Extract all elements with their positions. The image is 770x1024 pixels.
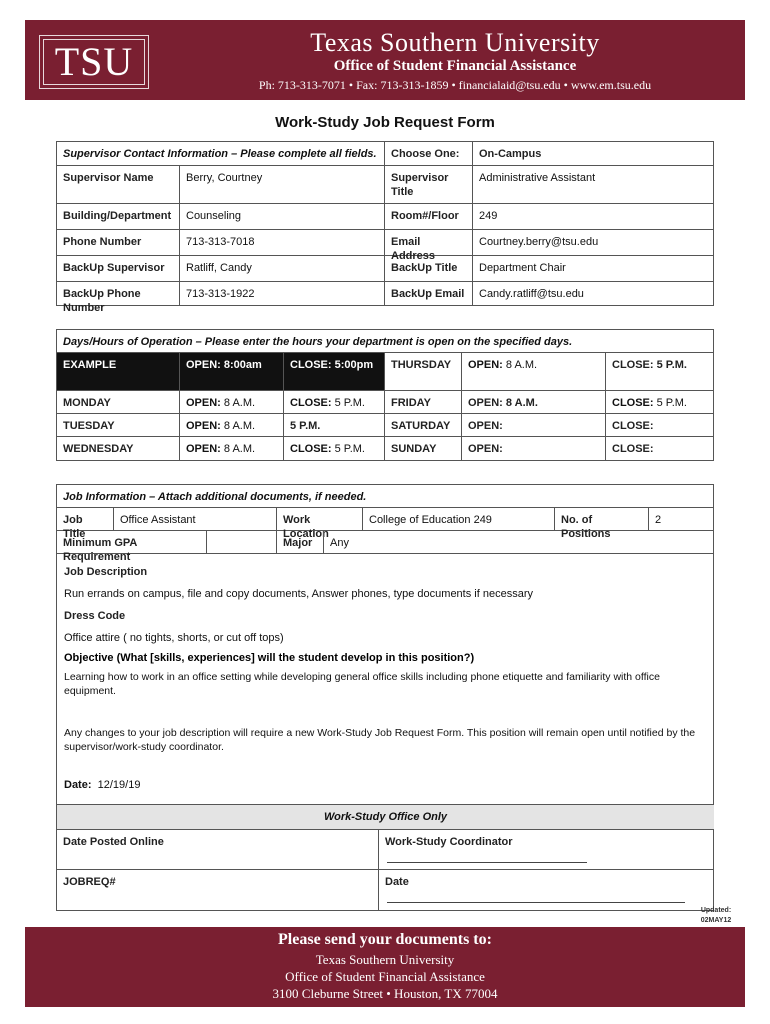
monday-close[interactable] (284, 391, 385, 414)
coordinator-label: Work-Study Coordinator (379, 830, 714, 870)
building-value[interactable]: Counseling (180, 204, 385, 230)
footer-heading: Please send your documents to: (278, 931, 492, 948)
friday-label: FRIDAY (385, 391, 462, 414)
coordinator-signature-line[interactable] (387, 862, 587, 863)
supervisor-title-label: Supervisor Title (385, 166, 473, 204)
room-label: Room#/Floor (385, 204, 473, 230)
open-prefix: OPEN: (186, 443, 221, 455)
saturday-open[interactable]: OPEN: (462, 414, 606, 437)
job-title-label: Job Title (57, 508, 114, 531)
wednesday-open[interactable] (180, 437, 284, 461)
example-label: EXAMPLE (57, 353, 180, 391)
supervisor-name-label: Supervisor Name (57, 166, 180, 204)
form-title: Work-Study Job Request Form (275, 114, 495, 131)
tuesday-open[interactable] (180, 414, 284, 437)
tsu-logo (39, 35, 149, 89)
close-prefix: CLOSE: (612, 397, 654, 409)
office-name: Office of Student Financial Assistance (333, 58, 577, 74)
jobreq-label: JOBREQ# (57, 870, 379, 911)
change-notice: Any changes to your job description will require a new Work-Study Job Request Form. This position will remain open until notified by the supervisor/work-study coordinator. (64, 727, 696, 753)
work-location-value[interactable]: College of Education 249 (363, 508, 555, 531)
job-description-value[interactable]: Run errands on campus, file and copy documents, Answer phones, type documents if necessary (64, 588, 533, 600)
footer-line-2: Office of Student Financial Assistance (285, 969, 485, 984)
wednesday-label: WEDNESDAY (57, 437, 180, 461)
close-prefix: CLOSE: (290, 443, 332, 455)
sunday-close[interactable]: CLOSE: (612, 443, 654, 455)
phone-value[interactable]: 713-313-7018 (180, 230, 385, 256)
thursday-open-value: 8 A.M. (502, 359, 538, 371)
wednesday-open-value: 8 A.M. (220, 443, 256, 455)
major-label: Major (277, 531, 324, 554)
supervisor-table (56, 141, 714, 314)
friday-close-value: 5 P.M. (653, 397, 687, 409)
thursday-open[interactable] (462, 353, 606, 391)
sunday-label: SUNDAY (385, 437, 462, 461)
wednesday-close[interactable] (284, 437, 385, 461)
example-close: CLOSE: 5:00pm (284, 353, 385, 391)
positions-value[interactable]: 2 (649, 508, 714, 531)
major-value[interactable]: Any (324, 531, 714, 554)
monday-close-value: 5 P.M. (331, 397, 365, 409)
hours-table (56, 329, 714, 461)
dress-code-label: Dress Code (64, 610, 126, 622)
footer-banner (25, 927, 745, 1007)
tuesday-close[interactable]: 5 P.M. (284, 414, 385, 437)
phone-label: Phone Number (57, 230, 180, 256)
updated-note: Updated: 02MAY12 (700, 907, 732, 924)
sunday-open[interactable]: OPEN: (462, 437, 606, 461)
contact-line: Ph: 713-313-7071 • Fax: 713-313-1859 • financialaid@tsu.edu • www.em.tsu.edu (258, 78, 652, 92)
positions-label: No. of Positions (555, 508, 649, 531)
choose-one-value[interactable]: On-Campus (473, 142, 714, 166)
open-prefix: OPEN: (186, 397, 221, 409)
room-value[interactable]: 249 (473, 204, 714, 230)
backup-title-value[interactable]: Department Chair (473, 256, 714, 282)
wednesday-close-value: 5 P.M. (331, 443, 365, 455)
open-prefix: OPEN: (186, 420, 221, 432)
university-name: Texas Southern University (310, 28, 600, 57)
job-section-heading: Job Information – Attach additional documents, if needed. (57, 485, 714, 508)
thursday-label: THURSDAY (385, 353, 462, 391)
email-value[interactable]: Courtney.berry@tsu.edu (473, 230, 714, 256)
close-prefix: CLOSE: (290, 397, 332, 409)
backup-phone-value[interactable]: 713-313-1922 (180, 282, 385, 306)
date-field[interactable] (64, 778, 140, 792)
email-label: Email Address (385, 230, 473, 256)
office-only-heading: Work-Study Office Only (57, 804, 714, 830)
hours-section-heading: Days/Hours of Operation – Please enter the hours your department is open on the specified days. (57, 330, 714, 353)
dress-code-value[interactable]: Office attire ( no tights, shorts, or cut off tops) (64, 632, 284, 644)
gpa-label: Minimum GPA Requirement (57, 531, 207, 554)
date-label: Date: (64, 779, 92, 791)
backup-email-value[interactable]: Candy.ratliff@tsu.edu (479, 288, 584, 300)
backup-supervisor-label: BackUp Supervisor (57, 256, 180, 282)
backup-supervisor-value[interactable]: Ratliff, Candy (180, 256, 385, 282)
supervisor-title-value[interactable]: Administrative Assistant (473, 166, 714, 204)
date-posted-label: Date Posted Online (57, 830, 379, 870)
backup-title-label: BackUp Title (385, 256, 473, 282)
date-signature-line[interactable] (387, 902, 685, 903)
objective-label: Objective (What [skills, experiences] will the student develop in this position?) (64, 652, 475, 664)
backup-phone-label: BackUp Phone Number (57, 282, 180, 306)
monday-label: MONDAY (57, 391, 180, 414)
saturday-close[interactable]: CLOSE: (606, 414, 714, 437)
friday-open[interactable]: OPEN: 8 A.M. (462, 391, 606, 414)
tuesday-label: TUESDAY (57, 414, 180, 437)
office-date-label: Date (385, 876, 409, 888)
job-description-label: Job Description (64, 566, 148, 578)
saturday-label: SATURDAY (385, 414, 462, 437)
work-location-label: Work Location (277, 508, 363, 531)
header-banner (25, 20, 745, 100)
building-label: Building/Department (57, 204, 180, 230)
supervisor-name-value[interactable]: Berry, Courtney (180, 166, 385, 204)
friday-close[interactable] (606, 391, 714, 414)
thursday-close[interactable]: CLOSE: 5 P.M. (606, 353, 714, 391)
job-info-table (56, 484, 714, 911)
monday-open-value: 8 A.M. (220, 397, 256, 409)
footer-line-3: 3100 Cleburne Street • Houston, TX 77004 (272, 986, 498, 1001)
supervisor-section-heading: Supervisor Contact Information – Please complete all fields. (57, 142, 385, 166)
date-value: 12/19/19 (97, 779, 141, 791)
footer-line-1: Texas Southern University (315, 952, 455, 967)
objective-value[interactable]: Learning how to work in an office setting while developing general office skills including phone etiquette and familiarity with office equipment. (64, 671, 660, 697)
backup-email-label: BackUp Email (385, 282, 473, 306)
monday-open[interactable] (180, 391, 284, 414)
tuesday-open-value: 8 A.M. (220, 420, 256, 432)
logo-text: TSU (43, 39, 145, 85)
example-open: OPEN: 8:00am (180, 353, 284, 391)
job-title-value[interactable]: Office Assistant (114, 508, 277, 531)
choose-one-label: Choose One: (385, 142, 473, 166)
open-prefix: OPEN: (468, 359, 503, 371)
gpa-value[interactable] (207, 531, 277, 554)
